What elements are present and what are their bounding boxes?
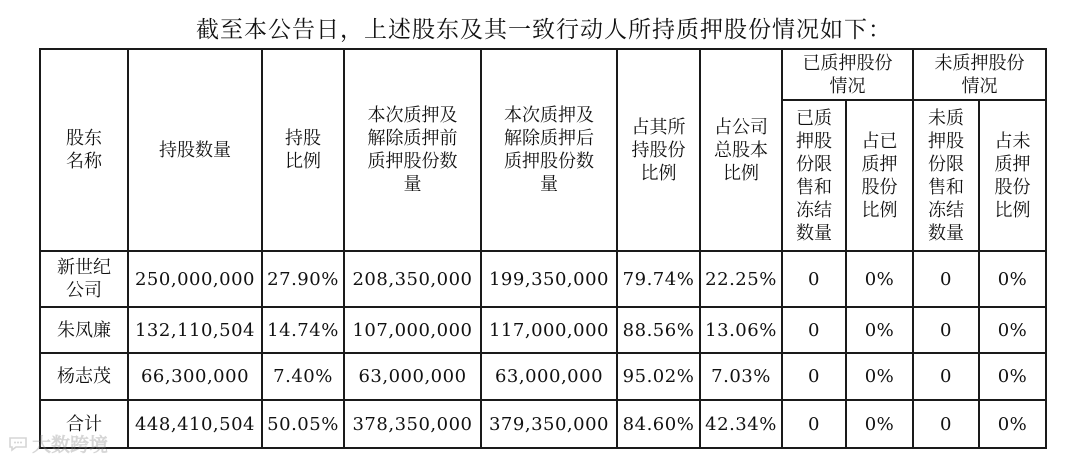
cell-unpledged-ratio: 0% [979, 353, 1046, 400]
header-pledged-group: 已质押股份 情况 [782, 49, 913, 100]
cell-unpledged-ratio: 0% [979, 400, 1046, 448]
cell-pct-own-holding: 84.60% [617, 400, 700, 448]
header-holding-ratio: 持股 比例 [262, 49, 344, 251]
header-pct-total-capital: 占公司 总股本 比例 [700, 49, 782, 251]
table-row [40, 307, 1046, 353]
cell-pledged-before: 208,350,000 [344, 251, 481, 307]
header-pct-own-holding: 占其所 持股份 比例 [617, 49, 700, 251]
cell-pledged-before: 63,000,000 [344, 353, 481, 400]
cell-shares-held: 66,300,000 [128, 353, 262, 400]
table-row [40, 353, 1046, 400]
cell-pledged-restricted: 0 [782, 400, 846, 448]
cell-pledged-before: 378,350,000 [344, 400, 481, 448]
cell-shares-held: 132,110,504 [128, 307, 262, 353]
cell-pledged-after: 117,000,000 [481, 307, 617, 353]
header-pledged-after: 本次质押及 解除质押后 质押股份数 量 [481, 49, 617, 251]
cell-pledged-ratio: 0% [846, 251, 913, 307]
cell-pledged-ratio: 0% [846, 353, 913, 400]
cell-unpledged-restricted: 0 [913, 400, 979, 448]
cell-pledged-ratio: 0% [846, 400, 913, 448]
cell-shares-held: 448,410,504 [128, 400, 262, 448]
cell-pct-total-capital: 42.34% [700, 400, 782, 448]
cell-holding-ratio: 14.74% [262, 307, 344, 353]
pledge-table [39, 48, 1047, 449]
header-shares-held: 持股数量 [128, 49, 262, 251]
cell-unpledged-restricted: 0 [913, 353, 979, 400]
header-pledged-restricted: 已质 押股 份限 售和 冻结 数量 [782, 100, 846, 251]
cell-shareholder: 朱凤廉 [40, 307, 128, 353]
cell-pledged-ratio: 0% [846, 307, 913, 353]
cell-unpledged-ratio: 0% [979, 307, 1046, 353]
cell-pledged-after: 199,350,000 [481, 251, 617, 307]
header-unpledged-restricted: 未质 押股 份限 售和 冻结 数量 [913, 100, 979, 251]
cell-shares-held: 250,000,000 [128, 251, 262, 307]
cell-pct-total-capital: 7.03% [700, 353, 782, 400]
table-row [40, 400, 1046, 448]
page-title: 截至本公告日，上述股东及其一致行动人所持质押股份情况如下： [196, 17, 892, 43]
cell-shareholder: 杨志茂 [40, 353, 128, 400]
watermark [8, 430, 108, 457]
cell-pct-total-capital: 13.06% [700, 307, 782, 353]
cell-unpledged-restricted: 0 [913, 251, 979, 307]
cell-pct-own-holding: 95.02% [617, 353, 700, 400]
cell-unpledged-ratio: 0% [979, 251, 1046, 307]
cell-holding-ratio: 50.05% [262, 400, 344, 448]
header-unpledged-group: 未质押股份 情况 [913, 49, 1046, 100]
cell-shareholder: 新世纪 公司 [40, 251, 128, 307]
cell-holding-ratio: 7.40% [262, 353, 344, 400]
header-pledged-ratio: 占已 质押 股份 比例 [846, 100, 913, 251]
watermark-text: 大数跨境 [32, 434, 109, 456]
cell-pledged-after: 63,000,000 [481, 353, 617, 400]
cell-pct-own-holding: 79.74% [617, 251, 700, 307]
cell-pledged-after: 379,350,000 [481, 400, 617, 448]
cell-pct-own-holding: 88.56% [617, 307, 700, 353]
cell-shareholder: 合计 [40, 400, 128, 448]
chat-bubble-icon [8, 436, 28, 452]
cell-pct-total-capital: 22.25% [700, 251, 782, 307]
cell-pledged-restricted: 0 [782, 307, 846, 353]
header-pledged-before: 本次质押及 解除质押前 质押股份数 量 [344, 49, 481, 251]
header-unpledged-ratio: 占未 质押 股份 比例 [979, 100, 1046, 251]
cell-holding-ratio: 27.90% [262, 251, 344, 307]
cell-unpledged-restricted: 0 [913, 307, 979, 353]
cell-pledged-restricted: 0 [782, 353, 846, 400]
header-shareholder-name: 股东 名称 [40, 49, 128, 251]
cell-pledged-restricted: 0 [782, 251, 846, 307]
cell-pledged-before: 107,000,000 [344, 307, 481, 353]
table-row [40, 251, 1046, 307]
